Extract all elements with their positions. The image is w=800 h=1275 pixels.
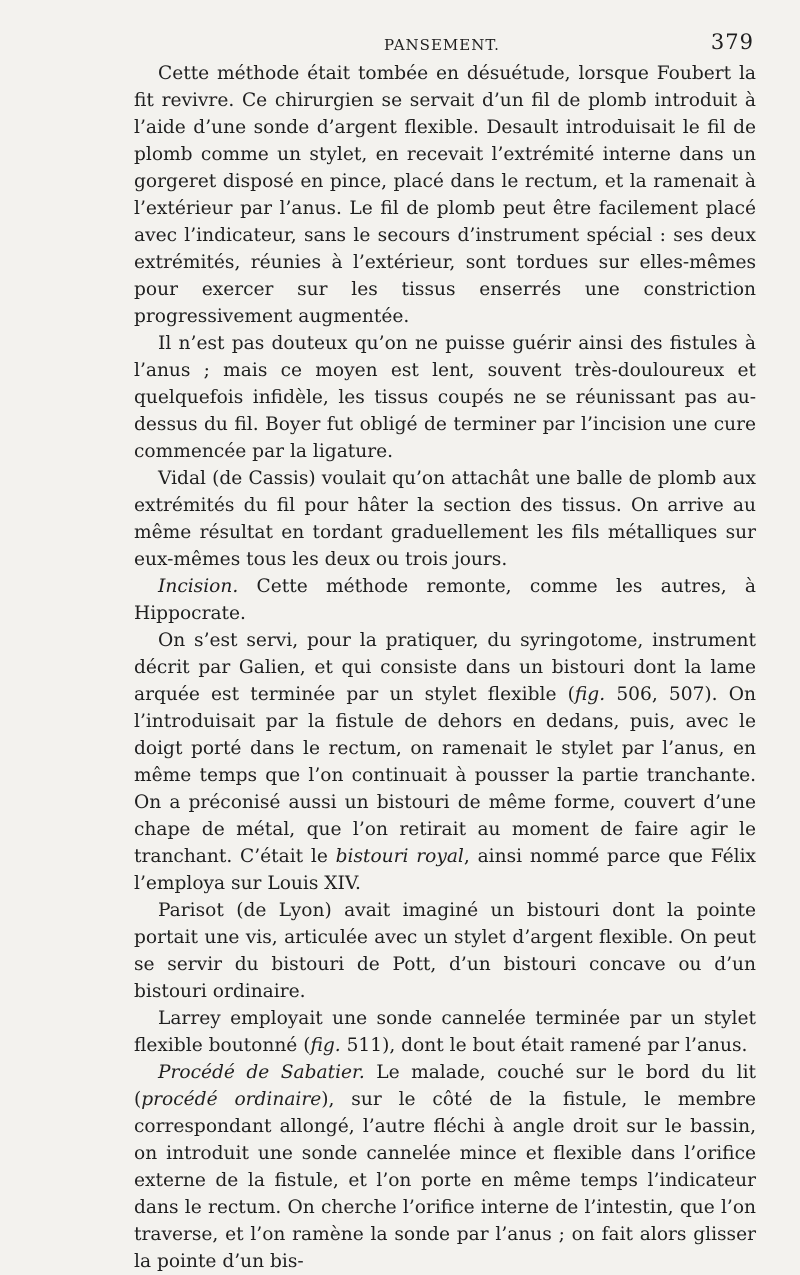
text-segment: 506, 507). On l’introduisait par la fistule de dehors en dedans, puis, avec le doigt porté dans le rectum, on ramenait le stylet par l’anus, en même temps que l’on continuait à pousser la partie tranchante. On a préconisé aussi un bistouri de même forme, couvert d’une chape de métal, que l’on retirait au moment de faire agir le tranchant. C’était le: [134, 684, 756, 867]
text-segment: ), sur le côté de la fistule, le membre correspondant allongé, l’autre fléchi à angle droit sur le bassin, on introduit une sonde cannelée mince et flexible dans l’orifice externe de la fistule, et l’on porte en même temps l’indicateur dans le rectum. On cherche l’orifice interne de l’intestin, que l’on traverse, et l’on ramène la sonde par l’anus ; on fait alors glisser la pointe d’un bis-: [134, 1089, 756, 1272]
paragraph: [134, 897, 756, 1005]
text-segment: Larrey employait une sonde cannelée terminée par un stylet flexible boutonné (: [134, 1008, 756, 1056]
paragraph: [134, 627, 756, 897]
running-head: [134, 30, 756, 60]
text-segment: 511), dont le bout était ramené par l’anus.: [340, 1035, 748, 1056]
text-segment: Cette méthode remonte, comme les autres, à Hippocrate.: [134, 576, 756, 624]
italic-text: Incision.: [158, 576, 239, 597]
italic-text: procédé ordinaire: [141, 1089, 322, 1110]
italic-text: bistouri royal: [335, 846, 464, 867]
italic-text: fig.: [310, 1035, 341, 1056]
text-segment: Le malade, couché sur le bord du lit (: [134, 1062, 756, 1110]
italic-text: fig.: [574, 684, 606, 705]
text-segment: On s’est servi, pour la pratiquer, du syringotome, instrument décrit par Galien, et qui consiste dans un bistouri dont la lame arquée est terminée par un stylet flexible (: [134, 630, 756, 705]
page-number: 379: [710, 30, 754, 54]
paragraph: [134, 1059, 756, 1275]
paragraph: [134, 465, 756, 573]
italic-text: Procédé de Sabatier.: [158, 1062, 365, 1083]
text-segment: , ainsi nommé parce que Félix l’employa sur Louis XIV.: [134, 846, 756, 894]
text-segment: Il n’est pas douteux qu’on ne puisse guérir ainsi des fistules à l’anus ; mais ce moyen est lent, souvent très-douloureux et quelquefois infidèle, les tissus coupés ne se réunissant pas au-dessus du fil. Boyer fut obligé de terminer par l’incision une cure commencée par la ligature.: [134, 333, 756, 462]
running-title: PANSEMENT.: [384, 36, 500, 54]
text-segment: Parisot (de Lyon) avait imaginé un bistouri dont la pointe portait une vis, articulée avec un stylet d’argent flexible. On peut se servir du bistouri de Pott, d’un bistouri concave ou d’un bistouri ordinaire.: [134, 900, 756, 1002]
body-text: [134, 60, 756, 1275]
text-segment: Vidal (de Cassis) voulait qu’on attachât une balle de plomb aux extrémités du fil pour hâter la section des tissus. On arrive au même résultat en tordant graduellement les fils métalliques sur eux-mêmes tous les deux ou trois jours.: [134, 468, 756, 570]
paragraph: [134, 1005, 756, 1059]
paragraph: [134, 330, 756, 465]
paragraph: [134, 573, 756, 627]
text-segment: Cette méthode était tombée en désuétude, lorsque Foubert la fit revivre. Ce chirurgien se servait d’un fil de plomb introduit à l’aide d’une sonde d’argent flexible. Desault introduisait le fil de plomb comme un stylet, en recevait l’extrémité interne dans un gorgeret disposé en pince, placé dans le rectum, et la ramenait à l’extérieur par l’anus. Le fil de plomb peut être facilement placé avec l’indicateur, sans le secours d’instrument spécial : ses deux extrémités, réunies à l’extérieur, sont tordues sur elles-mêmes pour exercer sur les tissus enserrés une constriction progressivement augmentée.: [134, 63, 756, 327]
paragraph: [134, 60, 756, 330]
